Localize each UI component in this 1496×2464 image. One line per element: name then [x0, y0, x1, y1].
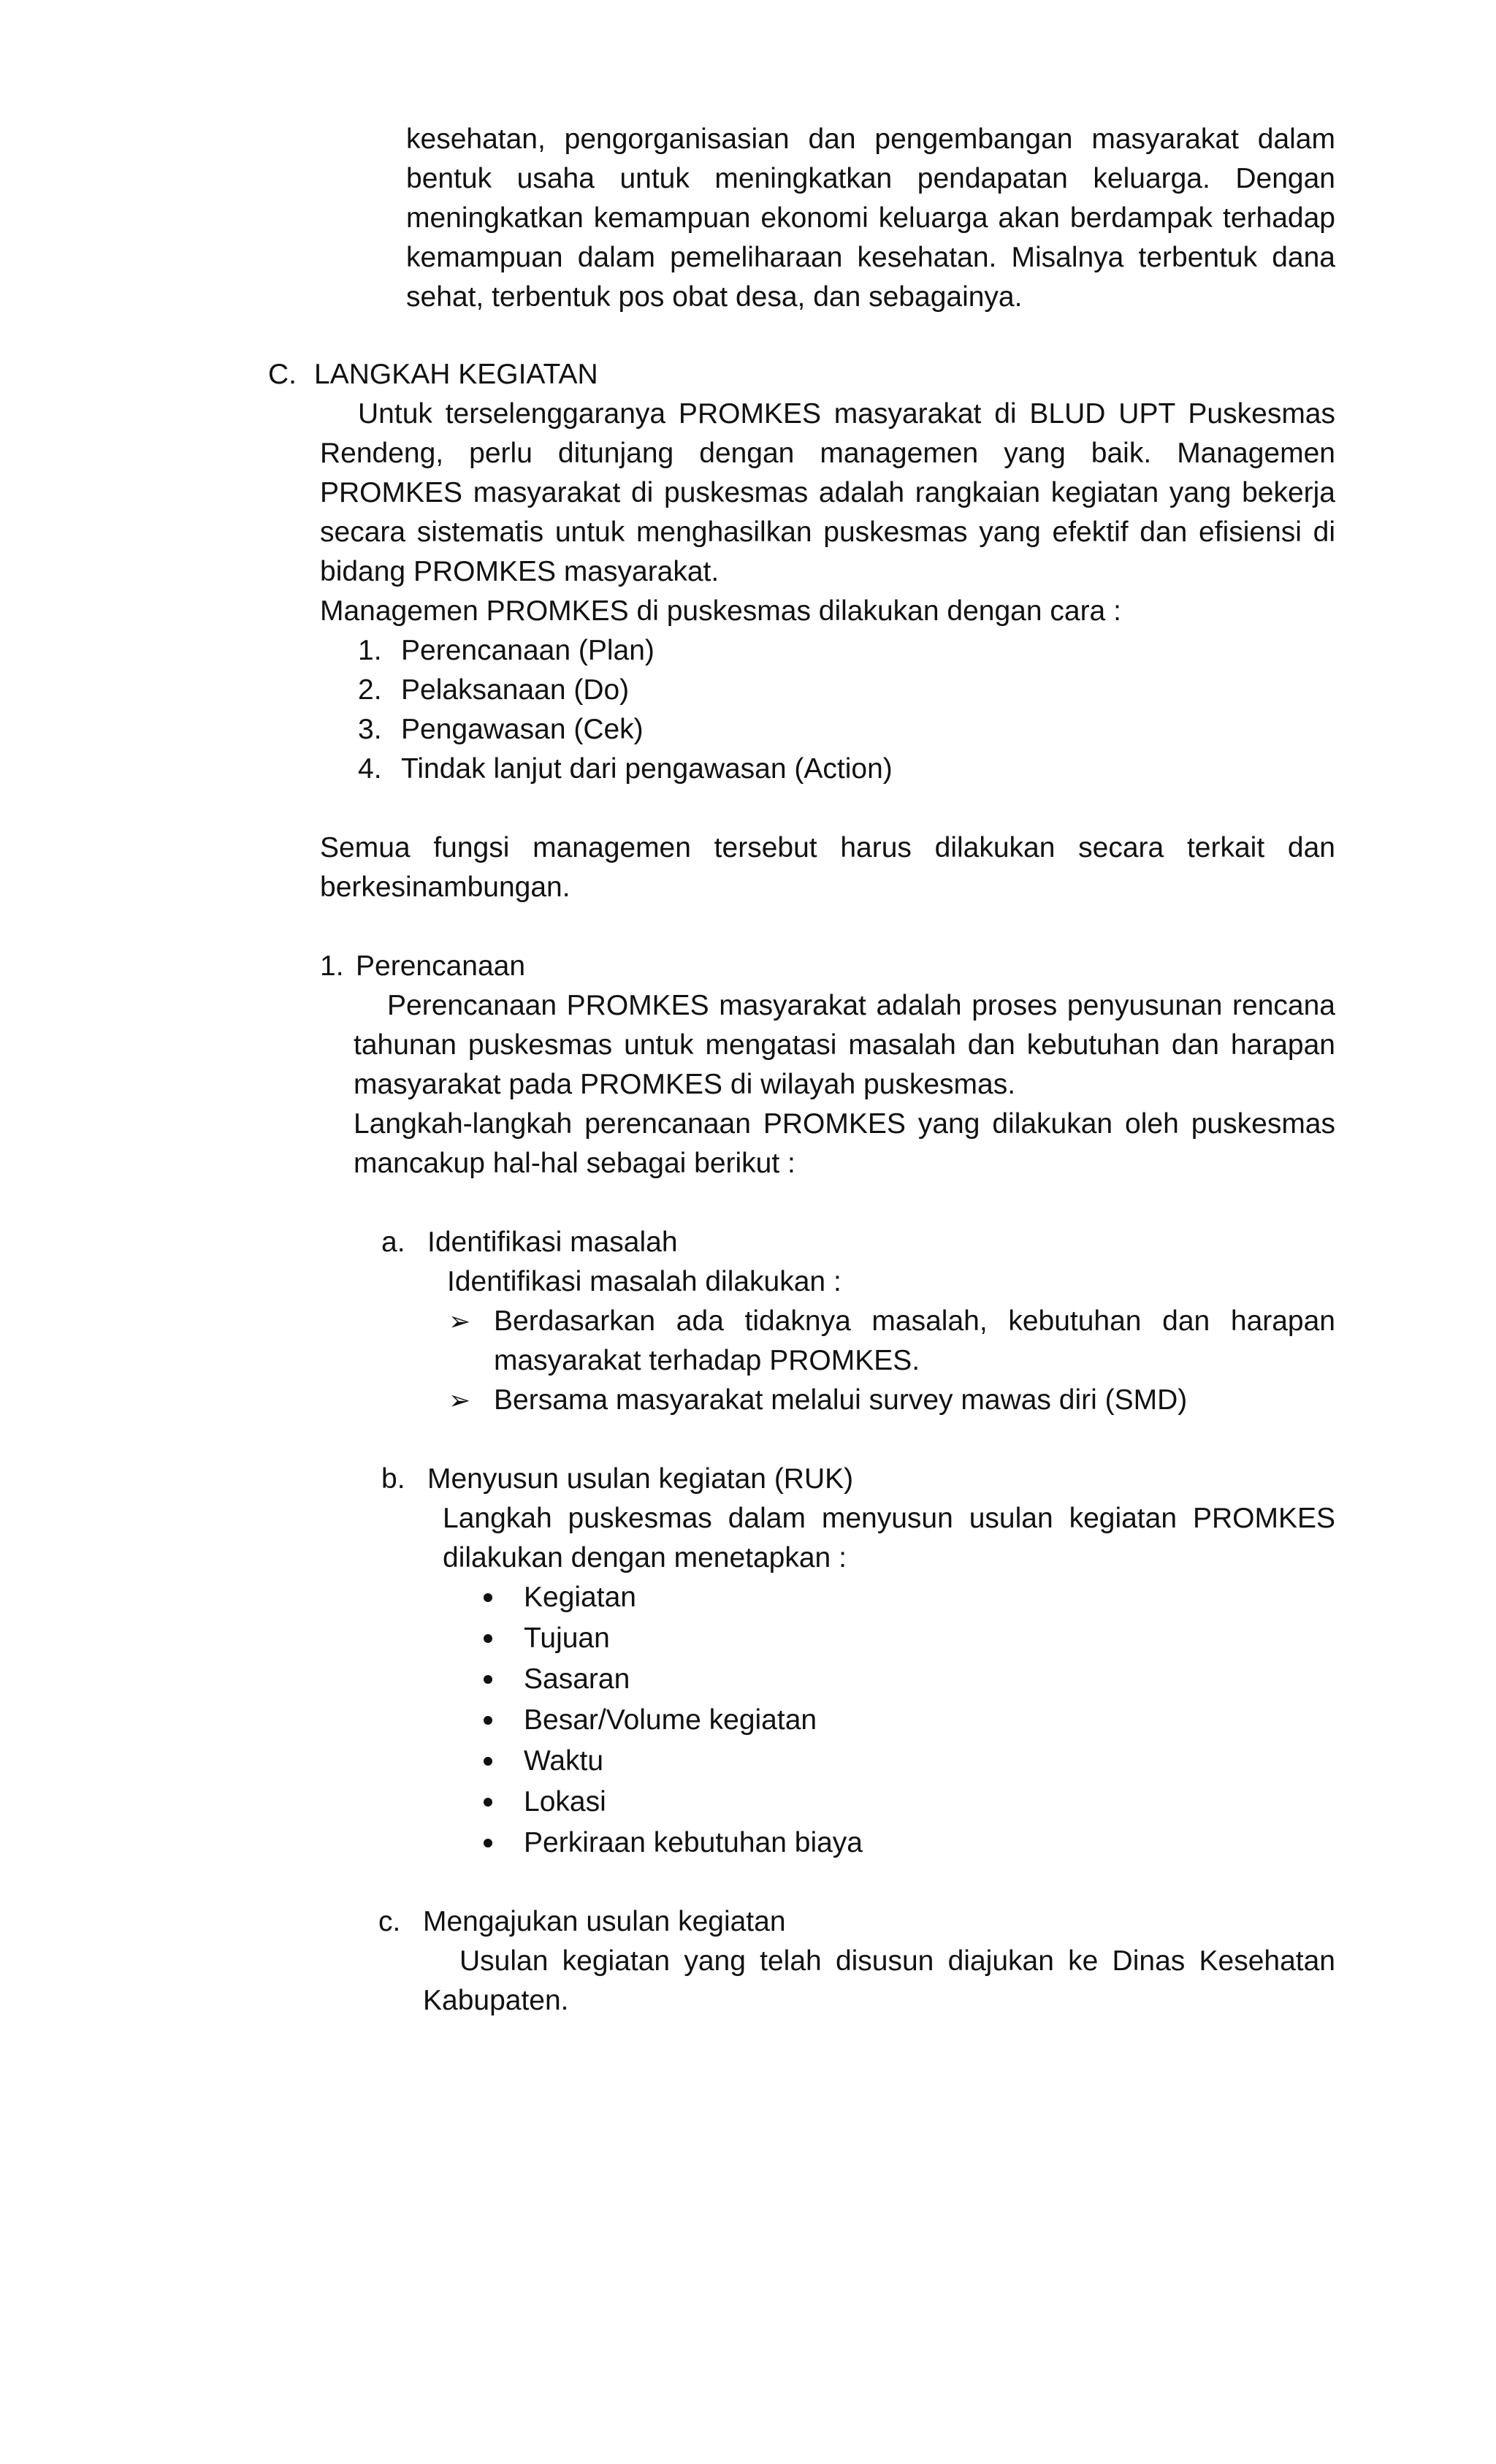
item-b-bullet: Waktu [524, 1745, 604, 1777]
section-c-title: LANGKAH KEGIATAN [314, 359, 598, 390]
item-b-bullet: Tujuan [524, 1622, 610, 1654]
section-c-marker: C. [268, 359, 297, 390]
item-a-marker: a. [381, 1227, 405, 1258]
item-b-intro: Langkah puskesmas dalam menyusun usulan kegiatan PROMKES dilakukan dengan menetapkan : [443, 1503, 1335, 1574]
bullet-dot-icon [484, 1593, 492, 1602]
bullet-dot-icon [484, 1716, 492, 1725]
intro-paragraph: kesehatan, pengorganisasian dan pengembangan masyarakat dalam bentuk usaha untuk meningkatkan pendapatan keluarga. Dengan meningkatkan kemampuan ekonomi keluarga akan berdampak terhadap kemampuan dalam pemeliharaan kesehatan. Misalnya terbentuk dana sehat, terbentuk pos obat desa, dan sebagainya. [406, 123, 1335, 313]
item-b-bullet: Besar/Volume kegiatan [524, 1704, 817, 1736]
section-c-paragraph-2: Managemen PROMKES di puskesmas dilakukan dengan cara : [320, 595, 1121, 627]
bullet-dot-icon [484, 1757, 492, 1766]
step-number: 2. [358, 674, 382, 706]
perencanaan-title: Perencanaan [356, 950, 526, 982]
bullet-dot-icon [484, 1839, 492, 1847]
step-number: 4. [358, 753, 382, 785]
item-c-marker: c. [378, 1906, 401, 1937]
item-c-paragraph: Usulan kegiatan yang telah disusun diajukan ke Dinas Kesehatan Kabupaten. [423, 1945, 1335, 2016]
step-label: Perencanaan (Plan) [401, 635, 654, 666]
item-a-point: Bersama masyarakat melalui survey mawas diri (SMD) [494, 1384, 1188, 1416]
step-label: Tindak lanjut dari pengawasan (Action) [401, 753, 893, 785]
item-a-title: Identifikasi masalah [427, 1227, 678, 1258]
item-b-marker: b. [381, 1463, 405, 1495]
bullet-dot-icon [484, 1675, 492, 1684]
perencanaan-paragraph-1: Perencanaan PROMKES masyarakat adalah proses penyusunan rencana tahunan puskesmas untuk mengatasi masalah dan kebutuhan dan harapan masyarakat pada PROMKES di wilayah puskesmas. [354, 990, 1335, 1100]
perencanaan-paragraph-2: Langkah-langkah perencanaan PROMKES yang dilakukan oleh puskesmas mancakup hal-hal sebagai berikut : [354, 1108, 1335, 1179]
bullet-dot-icon [484, 1798, 492, 1807]
item-b-title: Menyusun usulan kegiatan (RUK) [427, 1463, 854, 1495]
step-number: 3. [358, 714, 382, 745]
item-b-bullet: Perkiraan kebutuhan biaya [524, 1827, 863, 1858]
item-b-bullet: Kegiatan [524, 1582, 636, 1613]
section-c-paragraph-3: Semua fungsi managemen tersebut harus dilakukan secara terkait dan berkesinambungan. [320, 832, 1335, 903]
bullet-dot-icon [484, 1634, 492, 1643]
item-c-title: Mengajukan usulan kegiatan [423, 1906, 786, 1937]
arrow-bullet-icon: ➢ [449, 1385, 471, 1415]
item-a-point: Berdasarkan ada tidaknya masalah, kebutuhan dan harapan masyarakat terhadap PROMKES. [494, 1305, 1335, 1376]
perencanaan-number: 1. [320, 950, 344, 982]
section-c-paragraph-1: Untuk terselenggaranya PROMKES masyarakat di BLUD UPT Puskesmas Rendeng, perlu ditunjang dengan managemen yang baik. Managemen PROMKES masyarakat di puskesmas adalah rangkaian kegiatan yang bekerja secara sistematis untuk menghasilkan puskesmas yang efektif dan efisiensi di bidang PROMKES masyarakat. [320, 398, 1335, 587]
step-label: Pelaksanaan (Do) [401, 674, 630, 706]
step-number: 1. [358, 635, 382, 666]
arrow-bullet-icon: ➢ [449, 1306, 471, 1336]
item-b-bullet: Sasaran [524, 1663, 630, 1695]
step-label: Pengawasan (Cek) [401, 714, 644, 745]
item-a-intro: Identifikasi masalah dilakukan : [447, 1266, 842, 1297]
item-b-bullet: Lokasi [524, 1786, 606, 1818]
